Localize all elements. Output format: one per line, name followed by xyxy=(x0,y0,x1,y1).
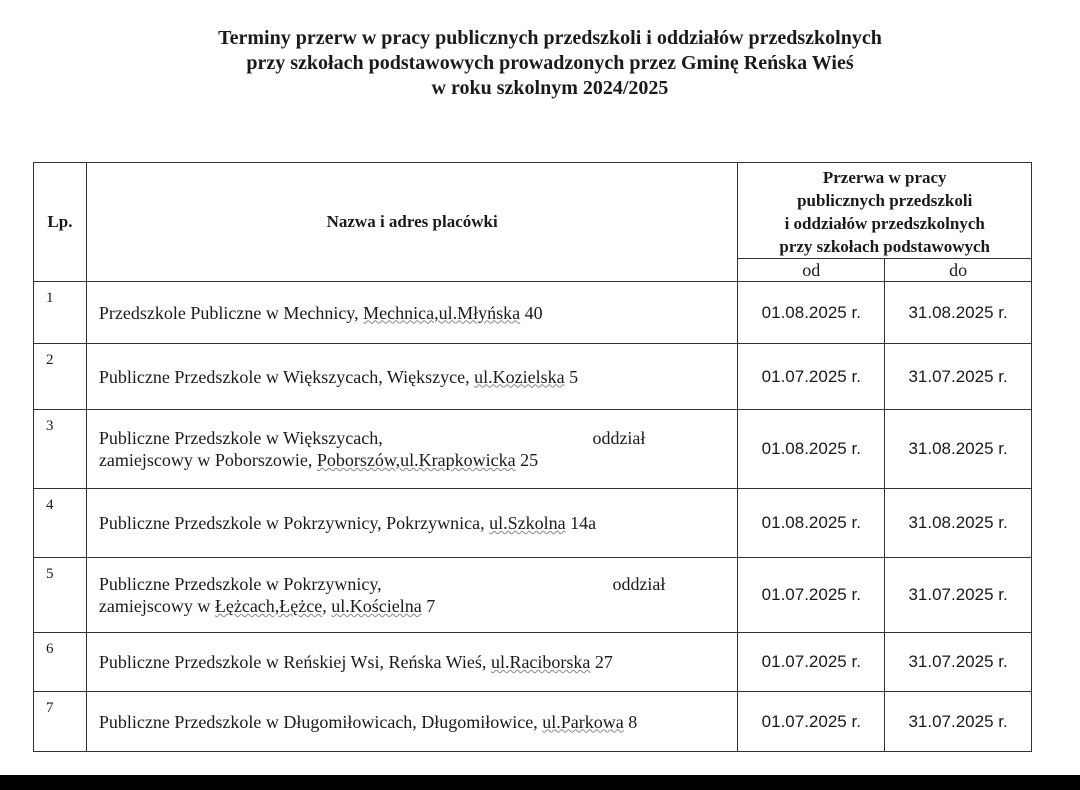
header-break-line-1: Przerwa w pracy xyxy=(822,167,947,187)
row-address xyxy=(86,410,738,489)
row-date-from: 01.07.2025 r. xyxy=(738,633,885,692)
address-number: 5 xyxy=(564,366,579,387)
address-branch: oddział xyxy=(612,574,666,594)
table-row xyxy=(34,633,1032,692)
address-line-2 xyxy=(99,449,728,471)
schedule-table xyxy=(33,162,1032,752)
address-text: Publiczne Przedszkole w Długomiłowicach, Długomiłowice, xyxy=(98,711,543,732)
header-to: do xyxy=(885,259,1032,282)
title-line-1: Terminy przerw w pracy publicznych przedszkoli i oddziałów przedszkolnych xyxy=(218,27,882,49)
address-street: Poborszów,ul.Krapkowicka xyxy=(316,450,516,470)
header-break-line-2: publicznych przedszkoli xyxy=(797,190,973,210)
address-locality: Łężcach,Łężce xyxy=(214,596,323,616)
address-street: ul.Kozielska xyxy=(474,366,565,387)
header-row xyxy=(34,163,1032,259)
header-break xyxy=(738,163,1032,259)
row-date-from: 01.08.2025 r. xyxy=(738,410,885,489)
bottom-bar xyxy=(0,775,1080,790)
row-date-to: 31.07.2025 r. xyxy=(885,692,1032,752)
table-row xyxy=(34,282,1032,344)
address-number: 27 xyxy=(590,652,613,672)
title-line-3: w roku szkolnym 2024/2025 xyxy=(431,77,669,99)
row-number: 6 xyxy=(34,633,87,692)
address-number: 8 xyxy=(623,711,638,732)
address-street: ul.Szkolna xyxy=(489,513,566,533)
header-name: Nazwa i adres placówki xyxy=(86,163,738,282)
address-street: ul.Parkowa xyxy=(542,711,624,732)
header-lp: Lp. xyxy=(34,163,87,282)
address-number: 14a xyxy=(565,513,597,533)
row-number: 5 xyxy=(34,558,87,633)
table-row xyxy=(34,558,1032,633)
address-line-1 xyxy=(99,427,728,449)
address-text: Publiczne Przedszkole w Większycach, xyxy=(98,428,383,448)
address-number: 25 xyxy=(515,450,539,470)
address-text: zamiejscowy w xyxy=(98,596,215,616)
address-number: 7 xyxy=(421,596,436,616)
row-address xyxy=(86,558,738,633)
row-address xyxy=(86,344,738,410)
row-number: 7 xyxy=(34,692,87,752)
address-line-2 xyxy=(99,595,728,617)
address-text: Publiczne Przedszkole w Większycach, Większyce, xyxy=(98,366,475,387)
row-date-from: 01.08.2025 r. xyxy=(738,282,885,344)
row-date-to: 31.07.2025 r. xyxy=(885,344,1032,410)
address-street: ul.Kościelna xyxy=(331,596,422,616)
header-break-line-3: i oddziałów przedszkolnych xyxy=(784,213,985,233)
address-text: Publiczne Przedszkole w Pokrzywnicy, xyxy=(98,574,382,594)
row-date-from: 01.08.2025 r. xyxy=(738,489,885,558)
row-date-to: 31.08.2025 r. xyxy=(885,489,1032,558)
row-date-from: 01.07.2025 r. xyxy=(738,344,885,410)
row-number: 1 xyxy=(34,282,87,344)
table-row xyxy=(34,692,1032,752)
address-branch: oddział xyxy=(592,428,646,448)
row-address xyxy=(86,692,738,752)
title-line-2: przy szkołach podstawowych prowadzonych przez Gminę Reńska Wieś xyxy=(246,52,854,74)
row-date-from: 01.07.2025 r. xyxy=(738,692,885,752)
row-address xyxy=(86,282,738,344)
row-number: 3 xyxy=(34,410,87,489)
table-row xyxy=(34,410,1032,489)
address-street: Mechnica,ul.Młyńska xyxy=(363,302,521,323)
header-break-line-4: przy szkołach podstawowych xyxy=(779,236,991,256)
address-separator: , xyxy=(322,596,332,616)
address-number: 40 xyxy=(520,302,543,323)
address-text: Publiczne Przedszkole w Reńskiej Wsi, Reńska Wieś, xyxy=(98,652,491,672)
row-date-to: 31.07.2025 r. xyxy=(885,558,1032,633)
address-text: Przedszkole Publiczne w Mechnicy, xyxy=(98,302,364,323)
row-address xyxy=(86,489,738,558)
address-street: ul.Raciborska xyxy=(490,652,591,672)
row-number: 4 xyxy=(34,489,87,558)
row-date-to: 31.08.2025 r. xyxy=(885,282,1032,344)
address-text: zamiejscowy w Poborszowie, xyxy=(98,450,317,470)
row-date-to: 31.07.2025 r. xyxy=(885,633,1032,692)
row-date-from: 01.07.2025 r. xyxy=(738,558,885,633)
row-date-to: 31.08.2025 r. xyxy=(885,410,1032,489)
address-line-1 xyxy=(99,573,728,595)
address-text: Publiczne Przedszkole w Pokrzywnicy, Pokrzywnica, xyxy=(98,513,490,533)
header-from: od xyxy=(738,259,885,282)
table-row xyxy=(34,344,1032,410)
document-title xyxy=(0,26,1080,101)
row-address xyxy=(86,633,738,692)
table-row xyxy=(34,489,1032,558)
row-number: 2 xyxy=(34,344,87,410)
